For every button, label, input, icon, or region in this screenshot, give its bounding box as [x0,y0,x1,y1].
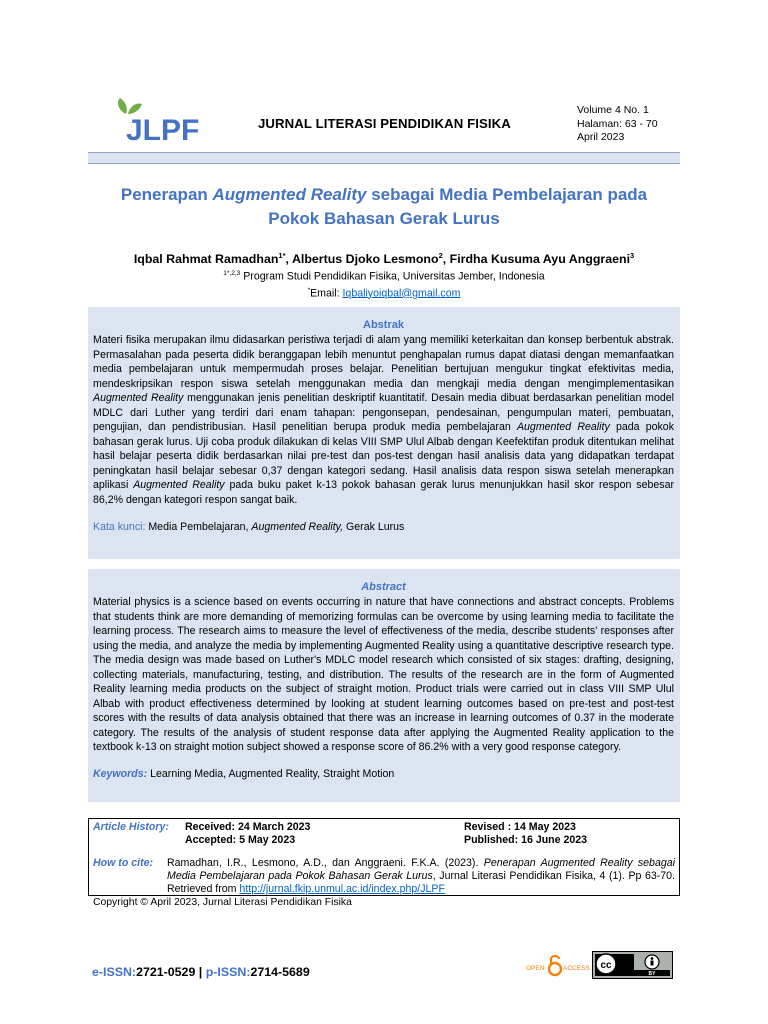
cc-by-license-icon [592,951,673,979]
keywords-label: Kata kunci [93,520,143,533]
open-access-text-2: ACCESS [563,965,590,972]
keywords-text: Gerak Lurus [343,520,405,533]
keywords-text: Learning Media, Augmented Reality, Straight Motion [150,768,395,781]
title-line-2: Pokok Bahasan Gerak Lurus [268,208,500,228]
abstract-heading: Abstract [361,581,406,593]
pissn-label: p-ISSN: [205,965,251,979]
keywords-italic: Augmented Reality, [251,520,344,533]
abstract-text: pada buku paket k-13 pokok bahasan gerak lurus menunjukkan hasil skor respon sebesar 86,2% dengan kategori respon sangat baik. [93,479,674,507]
page-range: Halaman: 63 - 70 [577,117,658,130]
accepted-date: Accepted: 5 May 2023 [185,834,296,846]
logo-text: JLPF [126,114,200,147]
author-sup: 2 [438,251,443,260]
by-text: BY [648,971,656,977]
how-to-cite-label: How to cite: [93,857,154,869]
keywords-colon: : [142,520,149,533]
affiliation-sup: 1*,2,3 [223,270,241,277]
journal-logo [112,96,200,152]
revised-date: Revised : 14 May 2023 [464,821,576,833]
abstract-body [93,333,674,508]
journal-title: JURNAL LITERASI PENDIDIKAN FISIKA [258,116,511,131]
pissn-value: 2714-5689 [250,965,310,979]
affiliation-text: Program Studi Pendidikan Fisika, Universitas Jember, Indonesia [240,270,545,283]
open-access-text-1: OPEN [526,965,545,972]
keywords-line [93,521,674,533]
copyright-notice: Copyright © April 2023, Jurnal Literasi Pendidikan Fisika [93,897,352,908]
abstract-text: Materi fisika merupakan ilmu didasarkan peristiwa terjadi di alam yang memiliki keterkaitan dan konsep berbentuk abstrak. Permasalahan pada peserta didik beranggapan lebih menuntut penghapalan rumus dapat diatasi dengan memanfaatkan media pembelajaran untuk mempermudah proses belajar. Penelitian bertujuan mengukur tingkat efektivitas media, mendeskripsikan respon siswa setelah menggunakan media dan mengkaji media dengan mengimplementasikan [93,334,674,390]
email-label: Email: [310,287,343,300]
keywords-line [93,768,674,780]
abstract-text: pada pokok bahasan gerak lurus. Uji coba produk dilakukan di kelas VIII SMP Ulul Albab dengan Keefektifan produk ditentukan melihat hasil belajar peserta didik berdasarkan nilai pre-test dan pos-test dengan hasil analisis data yang didapatkan terdapat peningkatan hasil belajar sebesar 0,37 dengan kategori sedang. Hasil analisis data respon siswa setelah menerapkan aplikasi [93,421,674,492]
title-part-2: sebagai Media Pembelajaran pada [366,185,648,204]
citation-part: , Jurnal Literasi Pendidikan Fisika, 4 (1). Pp 63-70. Retrieved from [167,870,675,895]
keywords-colon: : [143,768,151,781]
email-sup: * [307,286,311,294]
abstract-english [88,569,680,802]
eissn-value: 2721-0529 [136,965,196,979]
abstract-italic: Augmented Reality [516,421,610,434]
issue-date: April 2023 [577,131,625,143]
article-history-label: Article History: [93,821,169,833]
author-separator: , [442,252,450,267]
citation-title: Penerapan Augmented Reality sebagai Media Pembelajaran pada Pokok Bahasan Gerak Lurus [167,857,675,882]
author-sup: 1* [278,251,286,260]
affiliation [92,267,676,300]
article-title [92,183,676,230]
eissn-label: e-ISSN: [92,965,137,979]
author-name: Firdha Kusuma Ayu Anggraeni [449,252,631,267]
title-part-1: Penerapan [120,185,213,204]
citation-text [167,857,675,896]
abstract-heading: Abstrak [363,319,404,331]
author-name: Albertus Djoko Lesmono [291,252,439,267]
article-history-box [88,818,680,896]
author-name: Iqbal Rahmat Ramadhan [133,252,279,267]
author-sup: 3 [630,251,635,260]
author-separator: , [285,252,292,267]
abstract-indonesian [88,307,680,559]
volume-number: Volume 4 No. 1 [577,104,649,116]
abstract-text: menggunakan jenis penelitian deskriptif kuantitatif. Desain media dibuat berdasarkan penelitian model MDLC dari Luther yang terdiri dari enam tahapan: pengonsepan, pendesainan, pengumpulan materi, pembuatan, pengujian, dan pendistribusian. Hasil penelitian berupa produk media pembelajaran [93,392,674,434]
author-list [92,251,676,266]
abstract-body: Material physics is a science based on events occurring in nature that have connections and abstract concepts. Problems that students think are more demanding of memorizing formulas can be overcome by using learning media to facilitate the learning process. The research aims to measure the level of effectiveness of the media, describe students' responses after using the media, and analyze the media by implementing Augmented Reality using a quantitative descriptive research type. The media design was made based on Luther's MDLC model research which consisted of six stages: drafting, designing, collecting materials, manufacturing, testing, and distribution. The results of the research are in the form of Augmented Reality learning media products on the subject of straight motion. Product trials were carried out in class VIII SMP Ulul Albab with product effectiveness determined by looking at student learning outcomes based on pre-test and post-test scores with the results of data analysis obtained that there was an increase in learning outcomes of 0.37 in the moderate category. The results of the analysis of student response data after applying the Augmented Reality application to the textbook k-13 on straight motion subject showed a response score of 86.2% with a very good response category. [93,596,674,754]
open-access-icon [524,955,588,979]
email-link[interactable]: Iqbaliyoiqbal@gmail.com [342,287,461,300]
volume-info [577,104,658,145]
cc-text: cc [600,960,612,971]
abstract-italic: Augmented Reality [133,479,225,492]
published-date: Published: 16 June 2023 [464,834,588,846]
citation-part: Ramadhan, I.R., Lesmono, A.D., dan Anggraeni. F.K.A. (2023). [167,857,484,869]
citation-link[interactable]: http://jurnal.fkip.unmul.ac.id/index.php/JLPF [239,883,445,895]
keywords-label: Keywords [93,768,144,781]
title-italic: Augmented Reality [212,185,367,204]
issn-line [92,965,310,979]
header-divider [88,152,680,164]
abstract-italic: Augmented Reality [93,392,184,405]
keywords-text: Media Pembelajaran, [148,520,252,533]
issn-separator: | [195,965,206,979]
received-date: Received: 24 March 2023 [185,821,311,833]
